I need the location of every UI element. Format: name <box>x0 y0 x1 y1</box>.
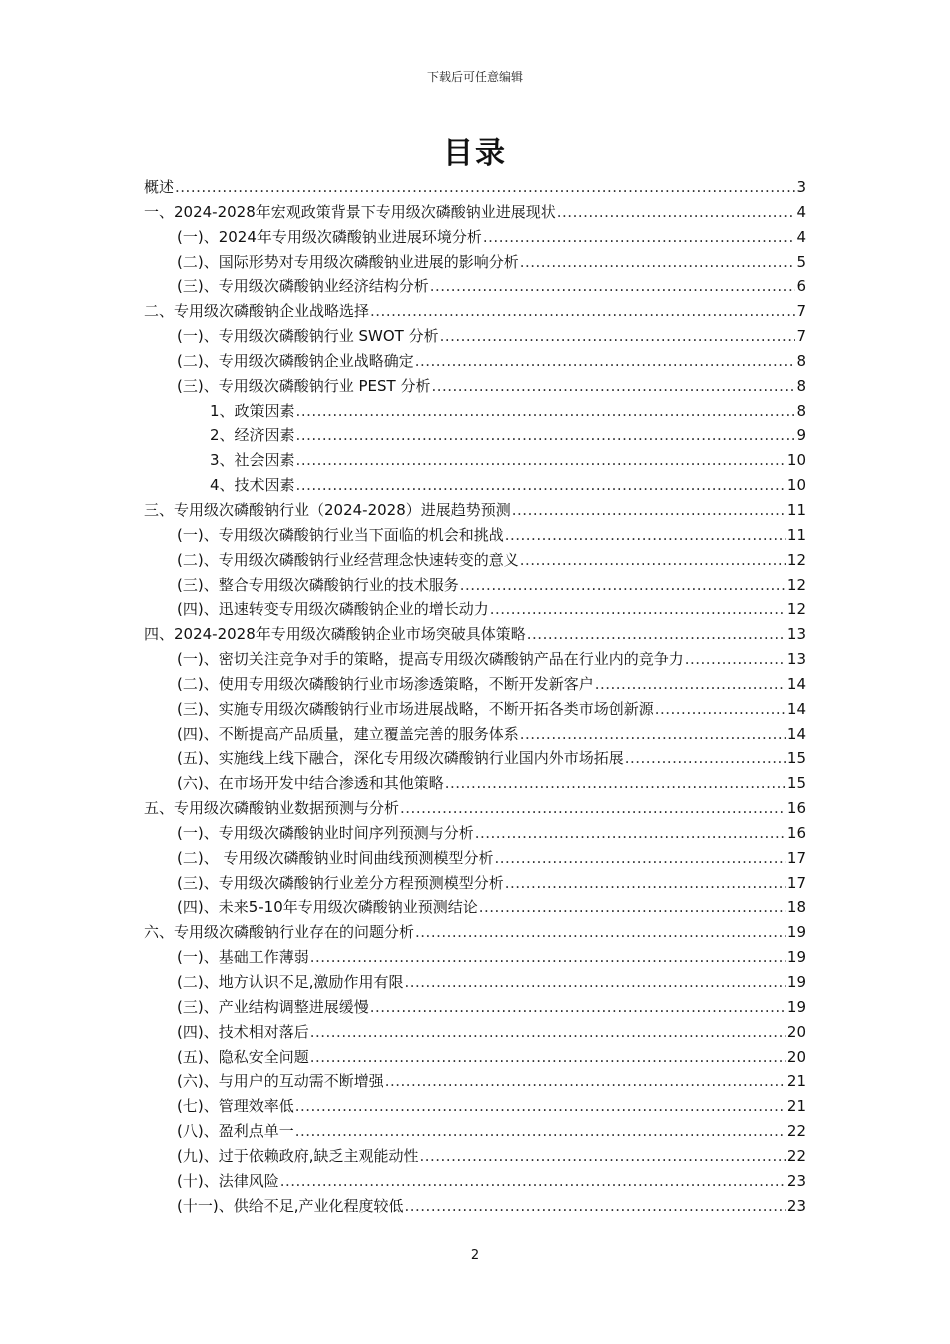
toc-dot-leader <box>505 874 786 892</box>
toc-entry[interactable] <box>144 996 806 1021</box>
toc-entry-title: 二、专用级次磷酸钠企业战略选择 <box>144 302 370 321</box>
toc-dot-leader <box>296 451 786 469</box>
toc-entry[interactable] <box>144 946 806 971</box>
toc-entry-page: 12 <box>786 550 806 569</box>
toc-entry[interactable] <box>144 648 806 673</box>
toc-dot-leader <box>625 749 786 767</box>
toc-entry[interactable] <box>144 226 806 251</box>
toc-entry[interactable] <box>144 1046 806 1071</box>
toc-entry[interactable] <box>144 449 806 474</box>
toc-entry-page: 15 <box>786 774 806 793</box>
toc-entry[interactable] <box>144 1195 806 1220</box>
toc-dot-leader <box>419 1147 785 1165</box>
toc-entry[interactable] <box>144 772 806 797</box>
toc-entry[interactable] <box>144 747 806 772</box>
toc-dot-leader <box>440 327 796 345</box>
toc-entry-title: (十)、法律风险 <box>177 1171 279 1190</box>
toc-entry-page: 14 <box>786 699 806 718</box>
toc-dot-leader <box>527 625 786 643</box>
toc-dot-leader <box>404 1197 785 1215</box>
toc-entry-page: 17 <box>786 848 806 867</box>
toc-entry-page: 7 <box>796 302 806 321</box>
toc-entry[interactable] <box>144 598 806 623</box>
toc-dot-leader <box>296 476 786 494</box>
toc-dot-leader <box>475 824 786 842</box>
toc-entry[interactable] <box>144 424 806 449</box>
toc-entry-title: 一、2024-2028年宏观政策背景下专用级次磷酸钠业进展现状 <box>144 202 556 221</box>
toc-entry-title: (四)、技术相对落后 <box>177 1022 309 1041</box>
toc-entry-title: (二)、国际形势对专用级次磷酸钠业进展的影响分析 <box>177 252 519 271</box>
toc-entry[interactable] <box>144 201 806 226</box>
toc-entry-page: 20 <box>786 1047 806 1066</box>
toc-entry-title: (一)、基础工作薄弱 <box>177 948 309 967</box>
toc-entry-page: 21 <box>786 1072 806 1091</box>
toc-entry[interactable] <box>144 400 806 425</box>
toc-dot-leader <box>479 898 786 916</box>
toc-dot-leader <box>296 426 796 444</box>
toc-dot-leader <box>431 377 795 395</box>
toc-entry[interactable] <box>144 1170 806 1195</box>
toc-entry[interactable] <box>144 797 806 822</box>
toc-entry[interactable] <box>144 300 806 325</box>
toc-dot-leader <box>415 352 796 370</box>
table-of-contents <box>144 176 806 1219</box>
toc-entry-title: (三)、产业结构调整进展缓慢 <box>177 997 369 1016</box>
toc-dot-leader <box>400 799 786 817</box>
toc-entry[interactable] <box>144 499 806 524</box>
toc-entry-title: (三)、整合专用级次磷酸钠行业的技术服务 <box>177 575 459 594</box>
toc-entry-title: (三)、专用级次磷酸钠行业 PEST 分析 <box>177 376 431 395</box>
toc-entry-title: (八)、盈利点单一 <box>177 1122 294 1141</box>
toc-dot-leader <box>483 228 796 246</box>
toc-entry-page: 19 <box>786 948 806 967</box>
toc-entry[interactable] <box>144 1021 806 1046</box>
toc-entry[interactable] <box>144 971 806 996</box>
toc-entry-title: 1、政策因素 <box>210 401 295 420</box>
toc-entry[interactable] <box>144 474 806 499</box>
toc-entry-page: 14 <box>786 674 806 693</box>
toc-entry-title: (六)、与用户的互动需不断增强 <box>177 1072 384 1091</box>
toc-entry-page: 5 <box>796 252 806 271</box>
toc-entry[interactable] <box>144 275 806 300</box>
toc-entry-page: 18 <box>786 898 806 917</box>
toc-entry-page: 12 <box>786 600 806 619</box>
toc-entry-page: 17 <box>786 873 806 892</box>
toc-entry-page: 22 <box>786 1146 806 1165</box>
toc-entry-title: (二)、使用专用级次磷酸钠行业市场渗透策略，不断开发新客户 <box>177 674 594 693</box>
toc-entry[interactable] <box>144 872 806 897</box>
toc-entry[interactable] <box>144 251 806 276</box>
toc-entry-title: (三)、实施专用级次磷酸钠行业市场进展战略，不断开拓各类市场创新源 <box>177 699 654 718</box>
toc-entry-title: (五)、隐私安全问题 <box>177 1047 309 1066</box>
toc-dot-leader <box>595 675 786 693</box>
toc-entry[interactable] <box>144 176 806 201</box>
toc-entry-title: (九)、过于依赖政府,缺乏主观能动性 <box>177 1146 419 1165</box>
toc-dot-leader <box>310 1023 786 1041</box>
toc-entry[interactable] <box>144 1095 806 1120</box>
toc-entry[interactable] <box>144 375 806 400</box>
toc-dot-leader <box>655 700 786 718</box>
toc-entry[interactable] <box>144 847 806 872</box>
toc-entry-title: (六)、在市场开发中结合渗透和其他策略 <box>177 774 444 793</box>
toc-dot-leader <box>370 998 786 1016</box>
toc-dot-leader <box>370 302 795 320</box>
toc-entry-title: (一)、2024年专用级次磷酸钠业进展环境分析 <box>177 227 482 246</box>
toc-entry-page: 19 <box>786 923 806 942</box>
toc-entry-page: 3 <box>796 178 806 196</box>
toc-dot-leader <box>295 1097 786 1115</box>
toc-entry[interactable] <box>144 350 806 375</box>
toc-dot-leader <box>520 253 796 271</box>
toc-entry-title: (三)、专用级次磷酸钠业经济结构分析 <box>177 277 429 296</box>
toc-entry-title: (二)、地方认识不足,激励作用有限 <box>177 973 404 991</box>
page-number: 2 <box>470 1248 480 1263</box>
toc-entry-page: 16 <box>786 823 806 842</box>
toc-entry[interactable] <box>144 524 806 549</box>
toc-dot-leader <box>310 948 786 966</box>
toc-entry-title: (二)、专用级次磷酸钠企业战略确定 <box>177 351 414 370</box>
toc-dot-leader <box>685 650 786 668</box>
toc-entry[interactable] <box>144 673 806 698</box>
toc-entry[interactable] <box>144 896 806 921</box>
toc-dot-leader <box>415 923 786 941</box>
toc-entry-page: 20 <box>786 1022 806 1041</box>
toc-dot-leader <box>175 178 795 196</box>
toc-entry-page: 12 <box>786 575 806 594</box>
toc-entry-title: 4、技术因素 <box>210 476 295 495</box>
toc-dot-leader <box>520 551 786 569</box>
toc-entry-title: 四、2024-2028年专用级次磷酸钠企业市场突破具体策略 <box>144 625 526 644</box>
toc-dot-leader <box>557 203 796 221</box>
toc-entry-page: 13 <box>786 625 806 644</box>
toc-dot-leader <box>445 774 786 792</box>
toc-entry-page: 4 <box>796 227 806 246</box>
toc-dot-leader <box>512 501 786 519</box>
toc-entry-page: 4 <box>796 202 806 221</box>
toc-dot-leader <box>280 1172 786 1190</box>
toc-entry-page: 9 <box>796 426 806 445</box>
page-header: 下载后可任意编辑 <box>426 70 523 84</box>
toc-entry-title: (五)、实施线上线下融合，深化专用级次磷酸钠行业国内外市场拓展 <box>177 749 624 768</box>
toc-entry-title: (一)、密切关注竞争对手的策略，提高专用级次磷酸钠产品在行业内的竞争力 <box>177 650 684 669</box>
toc-entry-page: 23 <box>786 1196 806 1215</box>
toc-entry-title: 3、社会因素 <box>210 451 295 470</box>
toc-entry-page: 19 <box>786 997 806 1016</box>
toc-dot-leader <box>296 402 796 420</box>
toc-entry-title: (三)、专用级次磷酸钠行业差分方程预测模型分析 <box>177 873 504 892</box>
toc-entry[interactable] <box>144 698 806 723</box>
toc-entry-title: 五、专用级次磷酸钠业数据预测与分析 <box>144 799 400 818</box>
toc-entry-title: 2、经济因素 <box>210 426 295 445</box>
toc-entry[interactable] <box>144 1145 806 1170</box>
toc-entry-title: (一)、专用级次磷酸钠行业 SWOT 分析 <box>177 327 439 346</box>
toc-dot-leader <box>490 600 786 618</box>
toc-entry-title: (二)、 专用级次磷酸钠业时间曲线预测模型分析 <box>177 848 494 867</box>
toc-entry[interactable] <box>144 723 806 748</box>
toc-entry-title: (一)、专用级次磷酸钠业时间序列预测与分析 <box>177 823 474 842</box>
toc-entry[interactable] <box>144 1070 806 1095</box>
toc-entry[interactable] <box>144 574 806 599</box>
toc-entry-title: (四)、未来5-10年专用级次磷酸钠业预测结论 <box>177 898 478 917</box>
toc-entry-page: 15 <box>786 749 806 768</box>
toc-entry-title: (四)、不断提高产品质量，建立覆盖完善的服务体系 <box>177 724 519 743</box>
toc-entry-page: 23 <box>786 1171 806 1190</box>
toc-dot-leader <box>494 849 785 867</box>
toc-entry[interactable] <box>144 822 806 847</box>
toc-entry-title: (二)、专用级次磷酸钠行业经营理念快速转变的意义 <box>177 550 519 569</box>
toc-entry-page: 19 <box>786 973 806 991</box>
toc-entry-page: 6 <box>796 277 806 296</box>
toc-entry[interactable] <box>144 921 806 946</box>
toc-entry-page: 10 <box>786 451 806 470</box>
toc-entry-title: (四)、迅速转变专用级次磷酸钠企业的增长动力 <box>177 600 489 619</box>
toc-entry-title: 三、专用级次磷酸钠行业（2024-2028）进展趋势预测 <box>144 500 511 519</box>
toc-dot-leader <box>520 725 786 743</box>
toc-entry[interactable] <box>144 325 806 350</box>
toc-dot-leader <box>430 277 796 295</box>
toc-entry-title: (七)、管理效率低 <box>177 1097 294 1116</box>
toc-dot-leader <box>385 1072 786 1090</box>
toc-entry-page: 11 <box>786 500 806 519</box>
toc-entry[interactable] <box>144 623 806 648</box>
toc-dot-leader <box>295 1122 786 1140</box>
toc-entry-page: 16 <box>786 799 806 818</box>
toc-entry-page: 8 <box>796 376 806 395</box>
toc-entry[interactable] <box>144 1120 806 1145</box>
toc-dot-leader <box>460 576 786 594</box>
toc-entry-title: 概述 <box>144 178 175 196</box>
page-title: 目录 <box>443 136 507 171</box>
toc-entry-title: 六、专用级次磷酸钠行业存在的问题分析 <box>144 923 415 942</box>
toc-entry-title: (一)、专用级次磷酸钠行业当下面临的机会和挑战 <box>177 525 504 544</box>
toc-dot-leader <box>505 526 786 544</box>
toc-entry-page: 13 <box>786 650 806 669</box>
toc-entry-page: 8 <box>796 401 806 420</box>
toc-entry-page: 10 <box>786 476 806 495</box>
toc-entry[interactable] <box>144 549 806 574</box>
toc-dot-leader <box>310 1048 786 1066</box>
toc-entry-title: (十一)、供给不足,产业化程度较低 <box>177 1196 404 1215</box>
toc-entry-page: 7 <box>796 327 806 346</box>
toc-entry-page: 11 <box>786 525 806 544</box>
toc-entry-page: 8 <box>796 351 806 370</box>
toc-entry-page: 22 <box>786 1122 806 1141</box>
toc-entry-page: 21 <box>786 1097 806 1116</box>
toc-dot-leader <box>404 973 785 991</box>
toc-entry-page: 14 <box>786 724 806 743</box>
